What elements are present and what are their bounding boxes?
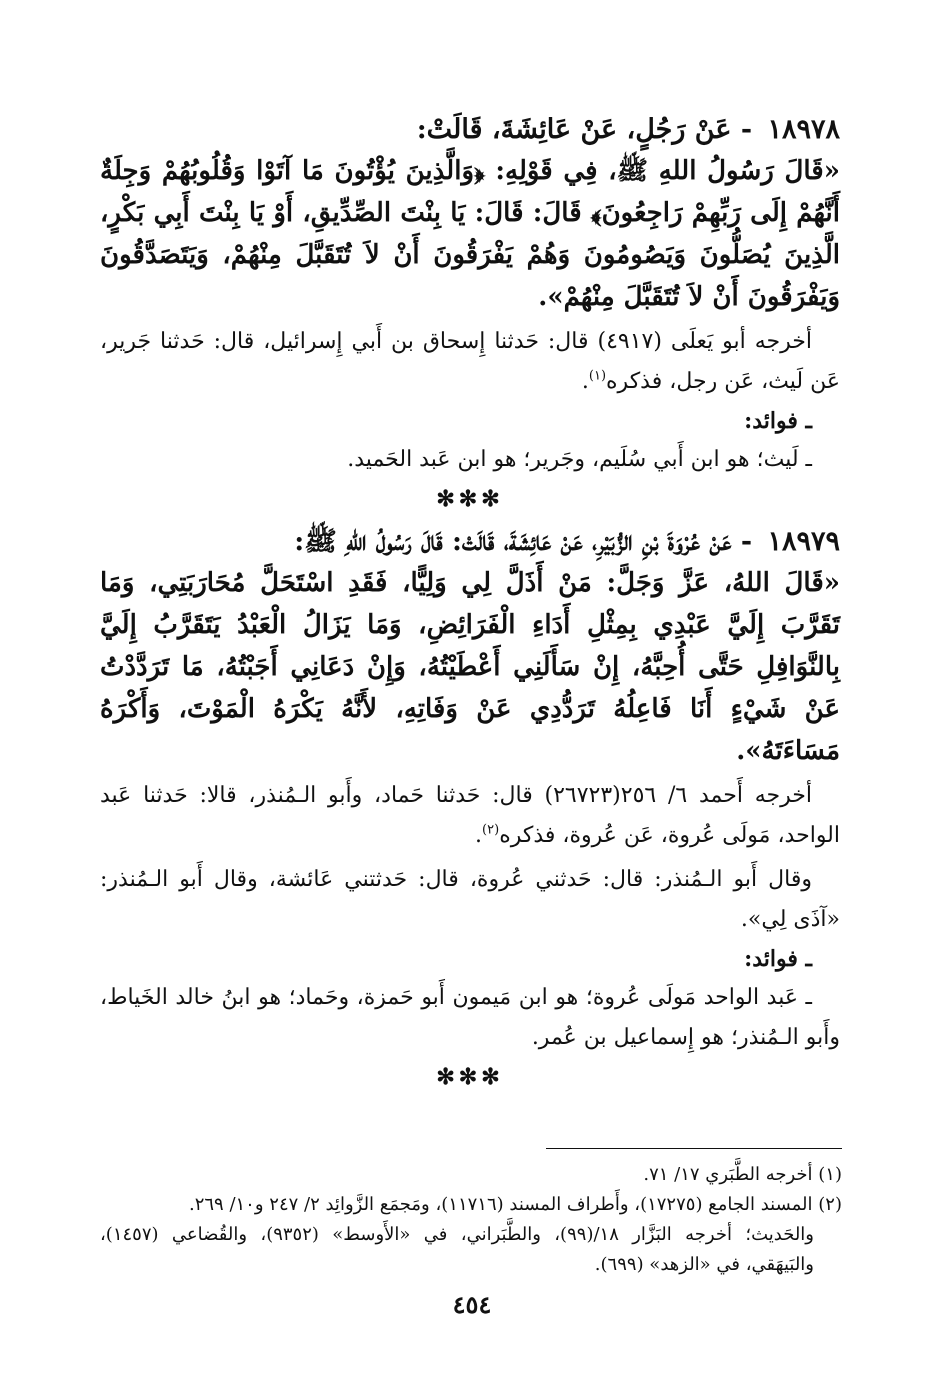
takhrij-end: . [475, 823, 483, 848]
footnote-ref: (٢) [482, 822, 500, 838]
page-number: ٤٥٤ [452, 1290, 492, 1319]
footnote-ref: (١) [588, 368, 607, 384]
hadith-takhrij [100, 322, 840, 402]
section-separator: ✻✻✻ [436, 1064, 504, 1090]
fawaid-item: ـ عَبد الواحد مَولَى عُروة؛ هو ابن مَيمون أَبو حَمزة، وحَماد؛ هو ابنُ خالد الخَياط، وأَبو الـمُنذر؛ هو إِسماعيل بن عُمر. [100, 985, 840, 1050]
hadith-isnad: - عَنْ عُرْوَةَ بْنِ الزُّبَيْرِ، عَنْ عَائِشَةَ، قَالَتْ: قَالَ رَسُولُ اللهِ ﷺ: [294, 526, 753, 557]
fawaid-label: ـ فوائد: [744, 408, 812, 434]
hadith-matn: «قَالَ رَسُولُ اللهِ ﷺ، فِي قَوْلِهِ: ﴿وَالَّذِينَ يُؤْتُونَ مَا آتَوْا وَقُلُوبُهُمْ وَجِلَةٌ أَنَّهُمْ إِلَى رَبِّهِمْ رَاجِعُونَ﴾ قَالَ: قَالَ: يَا بِنْتَ الصِّدِّيقِ، أَوْ يَا بِنْتَ أَبِي بَكْرٍ، الَّذِينَ يُصَلُّونَ وَيَصُومُونَ وَهُمْ يَفْرَقُونَ أَنْ لاَ تُتَقَبَّلَ مِنْهُمْ، وَيَتَصَدَّقُونَ وَيَفْرَقُونَ أَنْ لاَ تُتَقَبَّلَ مِنْهُمْ». [100, 156, 840, 312]
hadith-takhrij-note: وقال أَبو الـمُنذر: قال: حَدثني عُروة، قال: حَدثتني عَائشة، وقال أَبو الـمُنذر: «آذَى لِي». [100, 867, 840, 932]
hadith-number: ١٨٩٧٨ [767, 114, 840, 145]
footnote-2-continuation: والحَديث؛ أخرجه البَزَّار ١٨/(٩٩)، والطَّبَراني، في «الأَوسط» (٩٣٥٢)، والقُضاعي (١٤٥٧)، والبَيهَقي، في «الزهد» (٦٩٩). [100, 1224, 814, 1275]
footnote-2: (٢) المسند الجامع (١٧٢٧٥)، وأَطراف المسند (١١٧١٦)، ومَجمَع الزَّوائِد ٢/ ٢٤٧ و١٠/ ٢٦٩. [188, 1194, 842, 1215]
takhrij-end: . [581, 369, 589, 394]
hadith-number: ١٨٩٧٩ [767, 526, 840, 557]
hadith-matn: «قَالَ اللهُ، عَزَّ وَجَلَّ: مَنْ أَذَلَّ لِي وَلِيًّا، فَقَدِ اسْتَحَلَّ مُحَارَبَتِي، وَمَا تَقَرَّبَ إِلَيَّ عَبْدِي بِمِثْلِ أَدَاءِ الْفَرَائِضِ، وَمَا يَزَالُ الْعَبْدُ يَتَقَرَّبُ إِلَيَّ بِالنَّوَافِلِ حَتَّى أُحِبَّهُ، إِنْ سَأَلَنِي أَعْطَيْتُهُ، وَإِنْ دَعَانِي أَجَبْتُهُ، مَا تَرَدَّدْتُ عَنْ شَيْءٍ أَنَا فَاعِلُهُ تَرَدُّدِي عَنْ وَفَاتِهِ، لأَنَّهُ يَكْرَهُ الْمَوْتَ، وَأَكْرَهُ مَسَاءَتَهُ». [100, 568, 840, 766]
hadith-isnad: - عَنْ رَجُلٍ، عَنْ عَائِشَةَ، قَالَتْ: [416, 114, 753, 145]
hadith-takhrij [100, 776, 840, 856]
fawaid-label: ـ فوائد: [744, 946, 812, 972]
hadith-header [100, 110, 840, 150]
page-body [100, 110, 840, 1100]
footnotes [100, 1160, 842, 1280]
hadith-header [100, 522, 840, 562]
takhrij-text: أخرجه أَحمد ٦/ ٢٥٦(٢٦٧٢٣) قال: حَدثنا حَماد، وأَبو الـمُنذر، قالا: حَدثنا عَبد الواحد، مَولَى عُروة، عَن عُروة، فذكره [100, 783, 840, 848]
footnote-1: (١) أخرجه الطَّبَري ١٧/ ٧١. [643, 1164, 842, 1185]
fawaid-item: ـ لَيث؛ هو ابن أَبي سُلَيم، وجَرير؛ هو ابن عَبد الحَميد. [347, 447, 812, 472]
footnote-divider [546, 1148, 842, 1149]
section-separator: ✻✻✻ [436, 486, 504, 512]
takhrij-text: أخرجه أبو يَعلَى (٤٩١٧) قال: حَدثنا إِسحاق بن أَبي إِسرائيل، قال: حَدثنا جَرير، عَن لَيث، عَن رجل، فذكره [100, 329, 840, 394]
